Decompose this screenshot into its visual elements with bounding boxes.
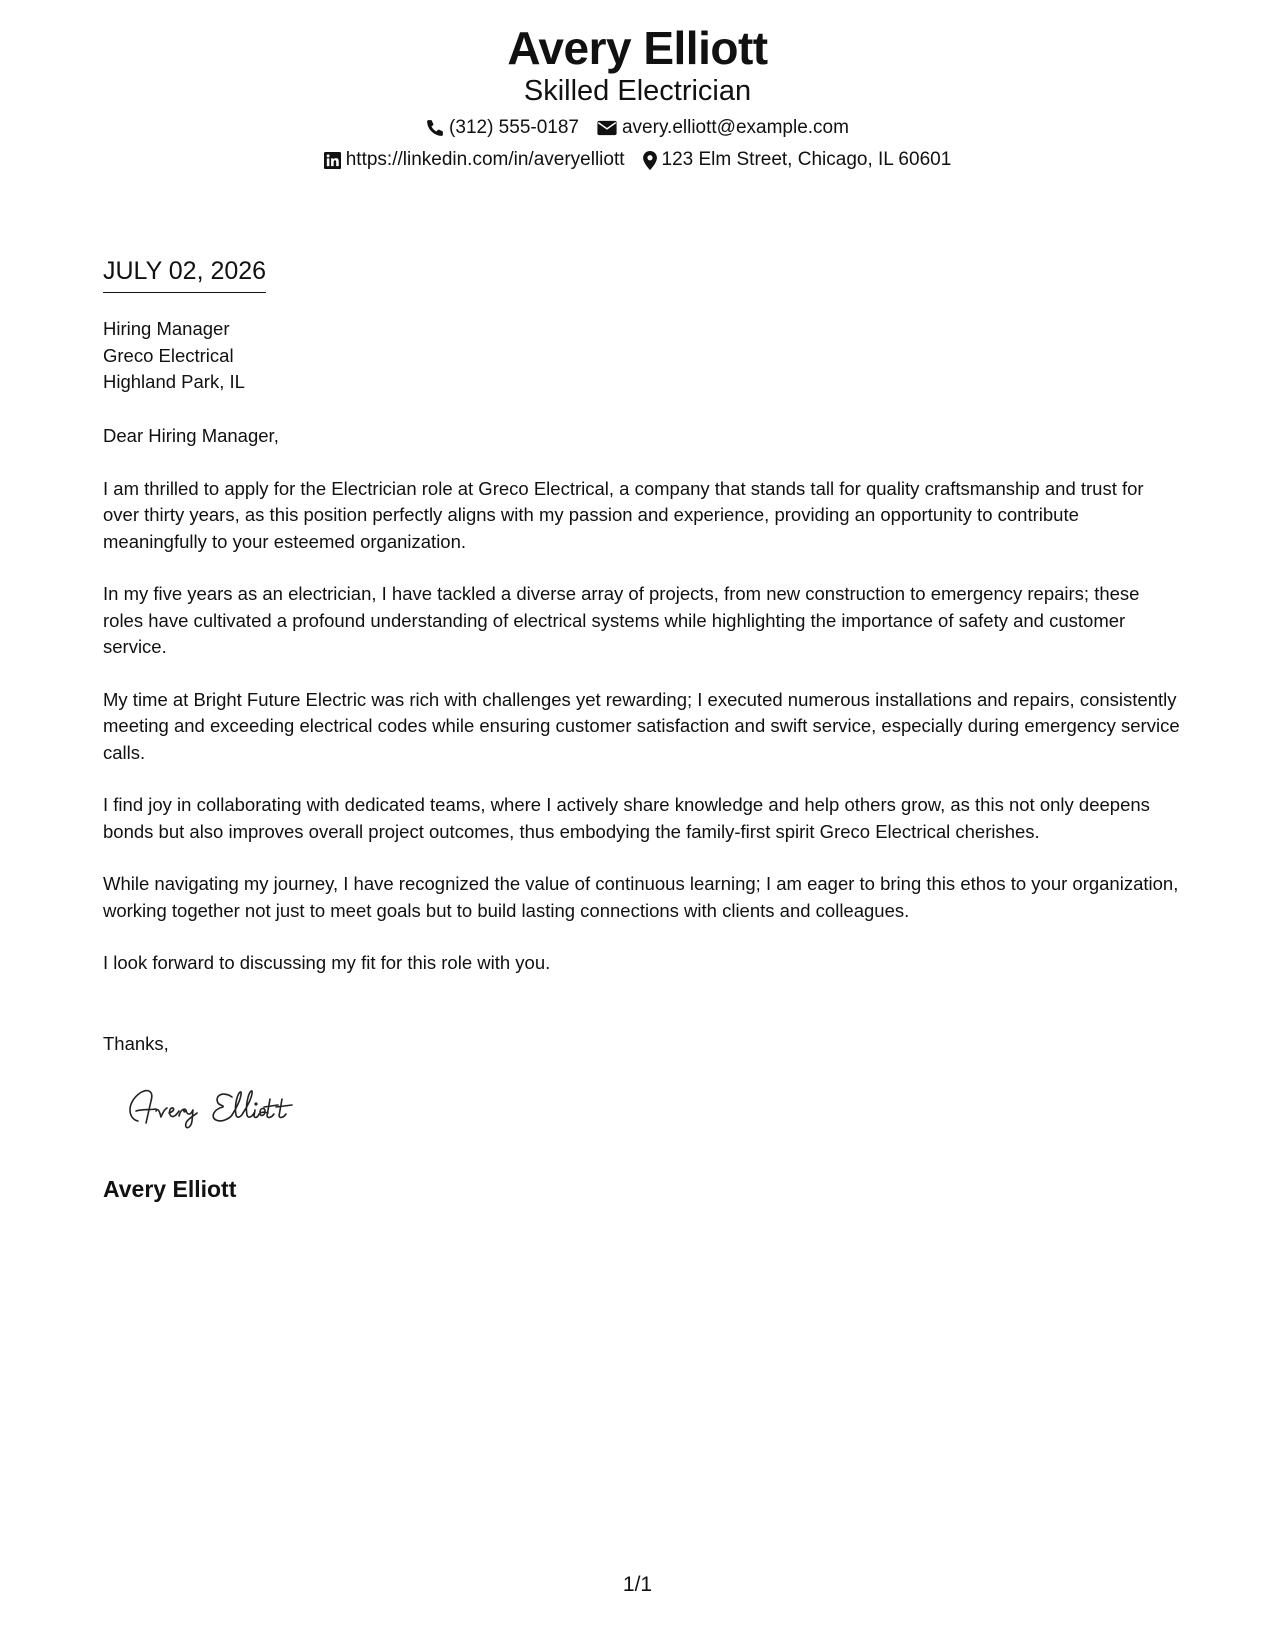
body-paragraph: While navigating my journey, I have recognized the value of continuous learning; I am eager to bring this ethos to your organization, working together not just to meet goals but to build lasting connections with clients and colleagues. — [103, 873, 1179, 921]
contact-row-secondary — [0, 148, 1275, 172]
letter-date: JULY 02, 2026 — [103, 256, 266, 293]
applicant-name: Avery Elliott — [507, 22, 768, 74]
recipient-title: Hiring Manager — [103, 318, 230, 339]
map-pin-icon — [643, 151, 657, 170]
letter-header — [0, 22, 1275, 172]
signer-name: Avery Elliott — [103, 1176, 237, 1202]
applicant-headline: Skilled Electrician — [523, 75, 752, 107]
envelope-icon — [597, 120, 617, 136]
body-paragraph: In my five years as an electrician, I have tackled a diverse array of projects, from new construction to emergency repairs; these roles have cultivated a profound understanding of electrical systems while highlighting the importance of safety and customer service. — [103, 583, 1140, 657]
contact-linkedin[interactable] — [324, 148, 625, 172]
body-paragraph: I look forward to discussing my fit for this role with you. — [103, 952, 551, 973]
contact-row-primary — [0, 116, 1275, 140]
phone-icon — [426, 119, 444, 137]
closing-line: Thanks, — [103, 1033, 169, 1054]
recipient-location: Highland Park, IL — [103, 371, 245, 392]
linkedin-icon — [324, 152, 341, 169]
body-paragraph: I am thrilled to apply for the Electrician role at Greco Electrical, a company that stands tall for quality craftsmanship and trust for over thirty years, as this position perfectly aligns with my passion and experience, providing an opportunity to contribute meaningfully to your esteemed organization. — [103, 477, 1144, 552]
body-paragraph: I find joy in collaborating with dedicated teams, where I actively share knowledge and help others grow, as this not only deepens bonds but also improves overall project outcomes, thus embodying the family-first spirit Greco Electrical cherishes. — [103, 794, 1150, 842]
page-number: 1/1 — [622, 1573, 653, 1596]
contact-phone-text: (312) 555-0187 — [449, 117, 579, 138]
body-paragraph: My time at Bright Future Electric was rich with challenges yet rewarding; I executed numerous installations and repairs, consistently meeting and exceeding electrical codes while ensuring customer satisfaction and swift service, especially during emergency service calls. — [103, 688, 1180, 763]
contact-email-text: avery.elliott@example.com — [621, 117, 849, 138]
contact-address — [643, 148, 952, 172]
recipient-block — [103, 316, 245, 396]
salutation: Dear Hiring Manager, — [103, 425, 279, 446]
contact-linkedin-text: https://linkedin.com/in/averyelliott — [345, 149, 625, 170]
letter-body — [103, 423, 1183, 1003]
contact-email[interactable] — [597, 116, 849, 140]
handwritten-signature — [124, 1083, 344, 1138]
recipient-company: Greco Electrical — [103, 344, 234, 366]
contact-phone[interactable] — [426, 116, 579, 140]
contact-address-text: 123 Elm Street, Chicago, IL 60601 — [661, 149, 952, 170]
